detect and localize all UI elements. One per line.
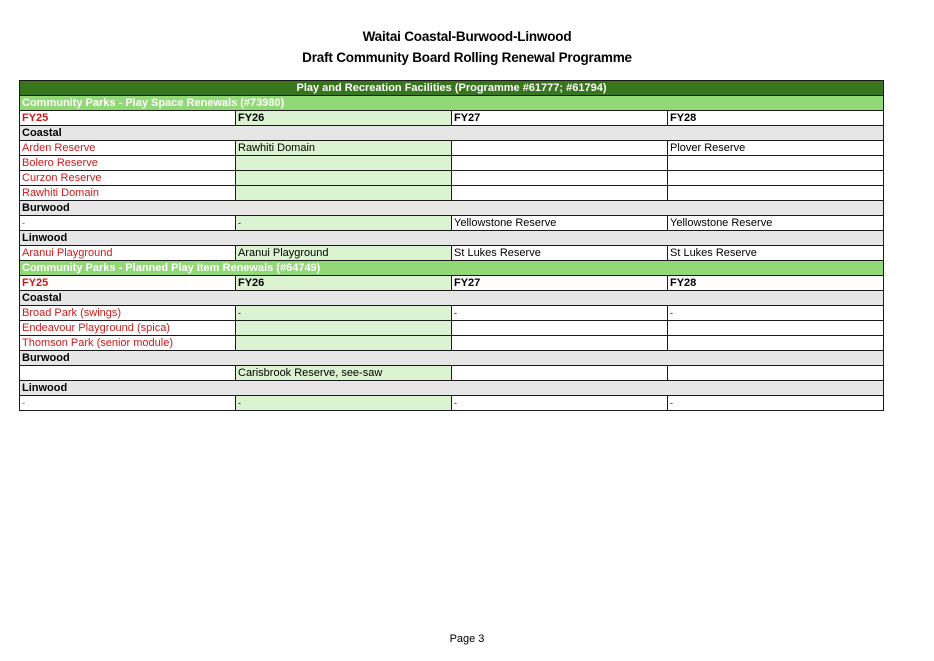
column-header-fy27: FY27 [452,111,668,126]
table-row [20,366,884,381]
cell-fy28 [668,366,884,381]
table-row [20,321,884,336]
cell-fy25 [20,366,236,381]
area-row-burwood [20,201,884,216]
cell-fy25: - [20,216,236,231]
cell-fy25: Arden Reserve [20,141,236,156]
table-row [20,216,884,231]
section-heading-row [20,261,884,276]
table-row [20,156,884,171]
cell-fy27: St Lukes Reserve [452,246,668,261]
cell-fy26 [236,156,452,171]
page-number: Page 3 [449,633,485,645]
cell-fy26 [236,321,452,336]
table-row [20,141,884,156]
cell-fy27: - [452,396,668,411]
column-header-fy28: FY28 [668,276,884,291]
document-title: Waitai Coastal-Burwood-Linwood [362,29,572,44]
table-row [20,171,884,186]
area-row-coastal [20,126,884,141]
area-label: Coastal [20,291,884,306]
renewal-programme-table [19,80,884,411]
cell-fy27 [452,156,668,171]
cell-fy28: - [668,306,884,321]
table-row [20,336,884,351]
cell-fy28 [668,171,884,186]
cell-fy27 [452,171,668,186]
cell-fy28 [668,321,884,336]
fy-header-row [20,276,884,291]
column-header-fy26: FY26 [236,276,452,291]
cell-fy25: Endeavour Playground (spica) [20,321,236,336]
cell-fy26 [236,171,452,186]
cell-fy26: - [236,216,452,231]
section-heading-row [20,96,884,111]
cell-fy27 [452,336,668,351]
cell-fy28: - [668,396,884,411]
cell-fy26 [236,336,452,351]
cell-fy27 [452,141,668,156]
cell-fy25: Aranui Playground [20,246,236,261]
cell-fy25: Bolero Reserve [20,156,236,171]
column-header-fy28: FY28 [668,111,884,126]
table-row [20,246,884,261]
cell-fy25: Rawhiti Domain [20,186,236,201]
table-row [20,396,884,411]
table-main-heading-row [20,81,884,96]
cell-fy27: Yellowstone Reserve [452,216,668,231]
column-header-fy25: FY25 [20,111,236,126]
cell-fy28 [668,156,884,171]
table-row [20,186,884,201]
area-row-burwood [20,351,884,366]
cell-fy26: Rawhiti Domain [236,141,452,156]
cell-fy28 [668,186,884,201]
column-header-fy26: FY26 [236,111,452,126]
cell-fy28: St Lukes Reserve [668,246,884,261]
document-subtitle: Draft Community Board Rolling Renewal Programme [302,50,632,65]
area-row-linwood [20,381,884,396]
area-label: Coastal [20,126,884,141]
cell-fy26: - [236,396,452,411]
cell-fy27 [452,321,668,336]
cell-fy27 [452,186,668,201]
column-header-fy27: FY27 [452,276,668,291]
area-row-linwood [20,231,884,246]
area-label: Burwood [20,201,884,216]
area-label: Burwood [20,351,884,366]
section-heading: Community Parks - Play Space Renewals (#73980) [20,96,884,111]
table-main-heading: Play and Recreation Facilities (Programme #61777; #61794) [20,81,884,96]
cell-fy25: Curzon Reserve [20,171,236,186]
cell-fy25: - [20,396,236,411]
cell-fy28: Yellowstone Reserve [668,216,884,231]
area-label: Linwood [20,231,884,246]
column-header-fy25: FY25 [20,276,236,291]
cell-fy25: Thomson Park (senior module) [20,336,236,351]
area-label: Linwood [20,381,884,396]
fy-header-row [20,111,884,126]
cell-fy26: Carisbrook Reserve, see-saw [236,366,452,381]
cell-fy26 [236,186,452,201]
cell-fy26: - [236,306,452,321]
table-row [20,306,884,321]
cell-fy26: Aranui Playground [236,246,452,261]
cell-fy25: Broad Park (swings) [20,306,236,321]
cell-fy27: - [452,306,668,321]
cell-fy28: Plover Reserve [668,141,884,156]
cell-fy27 [452,366,668,381]
area-row-coastal [20,291,884,306]
section-heading: Community Parks - Planned Play Item Renewals (#64749) [20,261,884,276]
cell-fy28 [668,336,884,351]
